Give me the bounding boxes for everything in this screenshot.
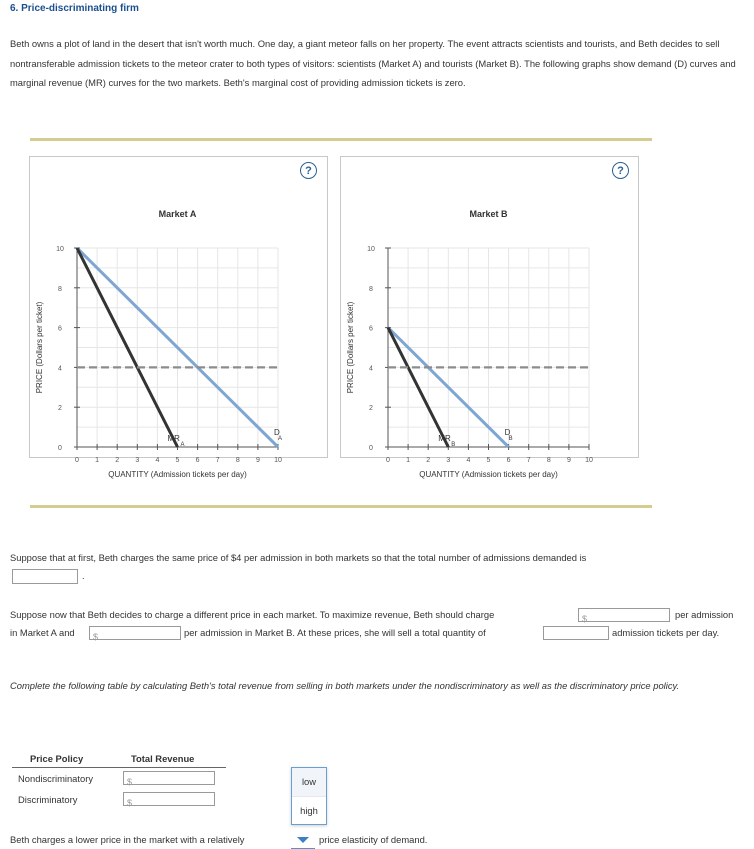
x-tick-label: 0 (75, 457, 79, 464)
chevron-down-icon (291, 833, 315, 847)
y-tick-label: 4 (369, 365, 373, 373)
y-tick-label: 10 (56, 246, 64, 253)
x-tick-label: 7 (526, 457, 531, 464)
dollar-sign: $ (582, 614, 588, 624)
x-tick-label: 3 (135, 457, 140, 464)
x-axis-label: QUANTITY (Admission tickets per day) (419, 470, 558, 479)
revenue-discriminatory-input[interactable] (123, 792, 215, 806)
table-row-label: Nondiscriminatory (18, 773, 94, 784)
help-icon[interactable]: ? (612, 162, 629, 179)
dollar-sign: $ (127, 798, 133, 808)
market-b-chart (340, 156, 638, 479)
y-axis-label: PRICE (Dollars per ticket) (346, 301, 355, 394)
total-quantity-input[interactable] (543, 626, 609, 640)
y-tick-label: 0 (369, 445, 373, 452)
y-tick-label: 0 (58, 445, 62, 452)
price-market-b-input[interactable] (89, 626, 181, 640)
x-tick-label: 10 (585, 457, 593, 464)
total-admissions-input[interactable] (12, 569, 78, 584)
table-header-policy: Price Policy (30, 753, 84, 764)
x-tick-label: 0 (386, 457, 390, 464)
y-tick-label: 6 (58, 325, 62, 333)
x-tick-label: 8 (235, 457, 240, 464)
q1-text: Suppose that at first, Beth charges the same price of $4 per admission in both markets so that the total number of admissions demanded is (10, 552, 587, 563)
table-header-revenue: Total Revenue (131, 753, 195, 764)
market-a-chart (29, 156, 327, 479)
bottom-divider (30, 505, 652, 508)
y-tick-label: 2 (369, 405, 373, 413)
marginal-revenue-label: MR (167, 434, 180, 443)
x-tick-label: 2 (426, 457, 431, 464)
marginal-revenue-label-subscript: A (180, 442, 185, 448)
table-header-rule (12, 767, 226, 768)
help-icon[interactable]: ? (300, 162, 317, 179)
y-tick-label: 2 (58, 405, 62, 413)
question-title: 6. Price-discriminating firm (10, 3, 139, 14)
top-divider (30, 138, 652, 141)
q2-text-1: Suppose now that Beth decides to charge a different price in each market. To maximize revenue, Beth should charge (10, 609, 495, 620)
dropdown-option-high[interactable]: high (300, 805, 318, 816)
x-tick-label: 1 (406, 457, 411, 464)
elasticity-select[interactable] (291, 833, 315, 849)
table-row-label: Discriminatory (18, 794, 78, 805)
q1-end: . (82, 570, 85, 581)
x-tick-label: 5 (486, 457, 491, 464)
q2-text-2: per admission (675, 609, 734, 620)
q2-text-3: in Market A and (10, 627, 75, 638)
x-tick-label: 7 (215, 457, 220, 464)
marginal-revenue-label-subscript: B (451, 442, 456, 448)
y-tick-label: 10 (367, 246, 375, 253)
chart-title: Market A (158, 209, 197, 219)
q4-text-before: Beth charges a lower price in the market with a relatively (10, 834, 245, 845)
x-tick-label: 3 (446, 457, 451, 464)
elasticity-dropdown-menu (291, 767, 327, 825)
demand-label-subscript: B (508, 436, 513, 442)
q2-text-5: admission tickets per day. (612, 627, 720, 638)
dollar-sign: $ (93, 632, 99, 642)
price-market-a-input[interactable] (578, 608, 670, 622)
q2-text-4: per admission in Market B. At these prices, she will sell a total quantity of (184, 627, 486, 638)
x-tick-label: 10 (274, 457, 282, 464)
dollar-sign: $ (127, 777, 133, 787)
x-tick-label: 4 (466, 457, 471, 464)
x-tick-label: 9 (566, 457, 571, 464)
x-tick-label: 1 (95, 457, 100, 464)
x-tick-label: 6 (195, 457, 200, 464)
x-tick-label: 4 (155, 457, 160, 464)
y-tick-label: 4 (58, 365, 62, 373)
x-tick-label: 5 (175, 457, 180, 464)
q3-text: Complete the following table by calculating Beth's total revenue from selling in both markets under the nondiscriminatory as well as the discriminatory price policy. (10, 680, 680, 691)
revenue-nondiscriminatory-input[interactable] (123, 771, 215, 785)
question-intro: Beth owns a plot of land in the desert that isn't worth much. One day, a giant meteor falls on her property. The event attracts scientists and tourists, and Beth decides to sell nontransferable admission tickets to the meteor crater to both types of visitors: scientists (Market A) and tourists (Market B). The following graphs show demand (D) curves and marginal revenue (MR) curves for the two markets. Beth's marginal cost of providing admission tickets is zero. (10, 38, 736, 88)
dropdown-option-low[interactable]: low (292, 768, 326, 797)
x-tick-label: 8 (546, 457, 551, 464)
q4-text-after: price elasticity of demand. (319, 834, 428, 845)
y-tick-label: 8 (58, 285, 62, 293)
y-tick-label: 6 (369, 325, 373, 333)
y-tick-label: 8 (369, 285, 373, 293)
x-axis-label: QUANTITY (Admission tickets per day) (108, 470, 247, 479)
demand-label: D (504, 428, 511, 437)
chart-title: Market B (469, 209, 508, 219)
marginal-revenue-label: MR (438, 434, 451, 443)
x-tick-label: 2 (115, 457, 120, 464)
x-tick-label: 6 (506, 457, 511, 464)
x-tick-label: 9 (255, 457, 260, 464)
demand-label-subscript: A (278, 436, 283, 442)
demand-label: D (274, 428, 280, 437)
y-axis-label: PRICE (Dollars per ticket) (35, 301, 44, 394)
